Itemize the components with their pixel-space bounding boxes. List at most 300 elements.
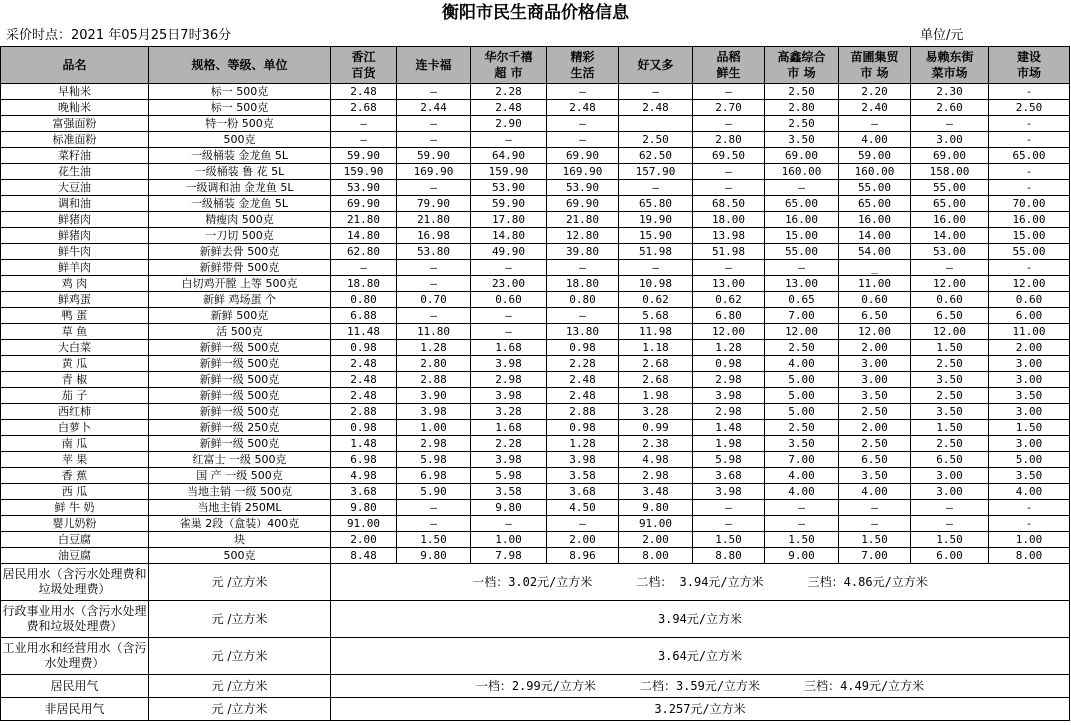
product-spec: 新鲜 500克: [149, 308, 331, 324]
price-cell: 8.48: [331, 548, 397, 564]
price-cell: 3.00: [911, 468, 989, 484]
price-cell: —: [397, 116, 471, 132]
price-cell: 8.00: [989, 548, 1070, 564]
price-cell: —: [397, 276, 471, 292]
price-cell: 12.00: [839, 324, 911, 340]
price-cell: 39.80: [547, 244, 619, 260]
price-cell: 3.00: [989, 404, 1070, 420]
product-spec: 当地主销 250ML: [149, 500, 331, 516]
price-cell: 16.00: [765, 212, 839, 228]
price-cell: 6.88: [331, 308, 397, 324]
price-cell: 69.90: [331, 196, 397, 212]
product-spec: 活 500克: [149, 324, 331, 340]
price-cell: 59.00: [839, 148, 911, 164]
product-spec: 块: [149, 532, 331, 548]
table-row: [1, 148, 1070, 164]
product-name: 花生油: [1, 164, 149, 180]
table-row: [1, 404, 1070, 420]
price-cell: 12.00: [911, 324, 989, 340]
table-row: [1, 516, 1070, 532]
price-cell: 169.90: [547, 164, 619, 180]
price-cell: 6.80: [693, 308, 765, 324]
price-cell: 1.00: [989, 532, 1070, 548]
price-cell: —: [911, 500, 989, 516]
utility-row: [1, 564, 1070, 601]
product-spec: 当地主销 一级 500克: [149, 484, 331, 500]
price-cell: 1.50: [911, 532, 989, 548]
product-spec: 雀巢 2段（盒装）400克: [149, 516, 331, 532]
price-cell: —: [693, 260, 765, 276]
price-cell: 2.80: [765, 100, 839, 116]
price-cell: 16.98: [397, 228, 471, 244]
table-row: [1, 228, 1070, 244]
price-cell: 2.44: [397, 100, 471, 116]
product-name: 调和油: [1, 196, 149, 212]
table-row: [1, 164, 1070, 180]
product-spec: 新鲜一级 500克: [149, 388, 331, 404]
price-cell: 3.58: [471, 484, 547, 500]
price-cell: 2.50: [911, 356, 989, 372]
table-row: [1, 420, 1070, 436]
unit-label: 单位/元: [920, 28, 964, 43]
price-cell: 2.98: [693, 372, 765, 388]
utility-tier: 3.64元/立方米: [657, 648, 743, 663]
price-cell: 3.98: [547, 452, 619, 468]
price-cell: 12.80: [547, 228, 619, 244]
price-cell: 7.98: [471, 548, 547, 564]
product-spec: 国 产 一级 500克: [149, 468, 331, 484]
utility-tier: 三档：4.86元/立方米: [807, 574, 928, 589]
price-cell: 2.98: [619, 468, 693, 484]
price-cell: —: [471, 260, 547, 276]
product-name: 草 鱼: [1, 324, 149, 340]
price-cell: 65.00: [839, 196, 911, 212]
price-cell: 21.80: [547, 212, 619, 228]
utility-unit: 元 /立方米: [149, 601, 331, 638]
price-cell: 1.50: [839, 532, 911, 548]
price-cell: —: [619, 260, 693, 276]
column-header-line: 市 场: [860, 66, 889, 80]
price-cell: 0.80: [547, 292, 619, 308]
column-header-line: 市 场: [787, 66, 816, 80]
price-cell: 91.00: [619, 516, 693, 532]
price-table: [0, 46, 1070, 721]
utility-values: [331, 601, 1070, 638]
price-cell: 2.00: [839, 340, 911, 356]
price-cell: 4.98: [619, 452, 693, 468]
price-cell: 11.48: [331, 324, 397, 340]
price-cell: 1.28: [397, 340, 471, 356]
price-cell: 6.98: [397, 468, 471, 484]
price-cell: 2.88: [397, 372, 471, 388]
price-cell: 3.00: [911, 484, 989, 500]
utility-tier: 二档： 3.94元/立方米: [636, 574, 764, 589]
price-cell: 70.00: [989, 196, 1070, 212]
product-name: 大白菜: [1, 340, 149, 356]
table-row: [1, 116, 1070, 132]
price-cell: 2.28: [471, 436, 547, 452]
utility-unit: 元 /立方米: [149, 675, 331, 698]
price-cell: 2.38: [619, 436, 693, 452]
price-cell: —: [547, 260, 619, 276]
column-header: [331, 47, 397, 84]
price-cell: —: [839, 500, 911, 516]
product-name: 黄 瓜: [1, 356, 149, 372]
column-header-line: 建设: [1016, 50, 1041, 64]
price-cell: 2.28: [471, 84, 547, 100]
price-cell: —: [911, 260, 989, 276]
price-cell: 2.98: [471, 372, 547, 388]
price-cell: 9.80: [397, 548, 471, 564]
price-cell: 3.50: [911, 404, 989, 420]
price-cell: 8.80: [693, 548, 765, 564]
table-row: [1, 436, 1070, 452]
price-cell: 5.00: [765, 388, 839, 404]
product-name: 南 瓜: [1, 436, 149, 452]
price-cell: 6.50: [839, 452, 911, 468]
price-cell: 2.48: [331, 388, 397, 404]
price-cell: 13.00: [765, 276, 839, 292]
table-row: [1, 548, 1070, 564]
table-row: [1, 308, 1070, 324]
column-header: [693, 47, 765, 84]
table-row: [1, 100, 1070, 116]
product-name: 晚籼米: [1, 100, 149, 116]
price-cell: 15.00: [989, 228, 1070, 244]
column-header-line: 规格、等级、单位: [191, 58, 288, 72]
price-cell: 2.48: [331, 84, 397, 100]
price-cell: 1.00: [471, 532, 547, 548]
price-cell: —: [547, 308, 619, 324]
table-row: [1, 484, 1070, 500]
utility-values: [331, 564, 1070, 601]
page-title: 衡阳市民生商品价格信息: [442, 3, 629, 23]
price-cell: 64.90: [471, 148, 547, 164]
utility-tier: 3.257元/立方米: [654, 701, 746, 716]
product-name: 西红柿: [1, 404, 149, 420]
price-cell: 0.60: [911, 292, 989, 308]
price-cell: 2.50: [619, 132, 693, 148]
price-cell: 2.90: [471, 116, 547, 132]
table-row: [1, 500, 1070, 516]
column-header-line: 市场: [1016, 66, 1041, 80]
product-spec: 500克: [149, 548, 331, 564]
column-header: [1, 47, 149, 84]
price-cell: —: [331, 116, 397, 132]
price-cell: 0.98: [331, 340, 397, 356]
price-cell: 2.70: [693, 100, 765, 116]
price-cell: 65.00: [765, 196, 839, 212]
price-cell: 55.00: [839, 180, 911, 196]
price-cell: 3.58: [547, 468, 619, 484]
utility-row: [1, 601, 1070, 638]
price-cell: —: [397, 260, 471, 276]
price-cell: 0.98: [547, 340, 619, 356]
column-header: [397, 47, 471, 84]
price-cell: 0.98: [547, 420, 619, 436]
table-row: [1, 324, 1070, 340]
price-cell: 11.80: [397, 324, 471, 340]
price-cell: 23.00: [471, 276, 547, 292]
price-cell: 7.00: [765, 308, 839, 324]
price-cell: 2.48: [547, 100, 619, 116]
product-name: 鲜猪肉: [1, 228, 149, 244]
price-cell: —: [397, 132, 471, 148]
product-spec: 一刀切 500克: [149, 228, 331, 244]
price-cell: 69.90: [547, 148, 619, 164]
price-cell: 1.50: [765, 532, 839, 548]
price-cell: 53.00: [911, 244, 989, 260]
utility-values: [331, 638, 1070, 675]
price-cell: 12.00: [693, 324, 765, 340]
price-cell: —: [693, 180, 765, 196]
column-header-line: 品稻: [716, 50, 741, 64]
price-cell: 5.68: [619, 308, 693, 324]
price-cell: 4.00: [839, 484, 911, 500]
price-cell: 3.98: [693, 484, 765, 500]
price-cell: 2.48: [331, 372, 397, 388]
product-name: 茄 子: [1, 388, 149, 404]
table-row: [1, 212, 1070, 228]
table-row: [1, 260, 1070, 276]
price-cell: 6.00: [911, 548, 989, 564]
price-cell: 160.00: [839, 164, 911, 180]
price-cell: 1.98: [693, 436, 765, 452]
price-cell: 1.48: [693, 420, 765, 436]
price-cell: 2.50: [911, 436, 989, 452]
product-spec: 一级桶装 金龙鱼 5L: [149, 148, 331, 164]
price-cell: -: [989, 260, 1070, 276]
price-cell: -: [989, 180, 1070, 196]
product-spec: 一级桶装 鲁 花 5L: [149, 164, 331, 180]
product-spec: 一级桶装 金龙鱼 5L: [149, 196, 331, 212]
price-cell: 2.00: [839, 420, 911, 436]
price-cell: 1.18: [619, 340, 693, 356]
product-spec: 标一 500克: [149, 100, 331, 116]
column-header: [989, 47, 1070, 84]
price-cell: —: [619, 180, 693, 196]
price-cell: 3.50: [839, 388, 911, 404]
price-cell: —: [693, 84, 765, 100]
price-cell: 53.90: [547, 180, 619, 196]
price-cell: 1.50: [989, 420, 1070, 436]
price-cell: 8.00: [619, 548, 693, 564]
product-spec: 精瘦肉 500克: [149, 212, 331, 228]
price-cell: 6.98: [331, 452, 397, 468]
product-name: 鲜鸡蛋: [1, 292, 149, 308]
price-cell: 9.80: [619, 500, 693, 516]
price-cell: 59.90: [331, 148, 397, 164]
price-cell: 4.00: [989, 484, 1070, 500]
price-cell: 1.50: [397, 532, 471, 548]
price-cell: 2.68: [619, 372, 693, 388]
price-cell: 3.00: [839, 372, 911, 388]
price-cell: 69.00: [911, 148, 989, 164]
price-cell: 59.90: [471, 196, 547, 212]
price-cell: 5.98: [693, 452, 765, 468]
price-cell: 0.99: [619, 420, 693, 436]
product-name: 油豆腐: [1, 548, 149, 564]
price-cell: 12.00: [765, 324, 839, 340]
price-cell: 2.50: [839, 436, 911, 452]
price-cell: 16.00: [911, 212, 989, 228]
price-cell: 3.68: [693, 468, 765, 484]
price-cell: 2.80: [397, 356, 471, 372]
price-cell: 2.98: [397, 436, 471, 452]
price-cell: 0.60: [989, 292, 1070, 308]
product-spec: 新鲜一级 500克: [149, 372, 331, 388]
table-row: [1, 276, 1070, 292]
price-cell: 0.80: [331, 292, 397, 308]
price-cell: -: [989, 132, 1070, 148]
price-cell: 3.98: [397, 404, 471, 420]
price-cell: 1.28: [547, 436, 619, 452]
price-cell: 7.00: [839, 548, 911, 564]
product-name: 鸡 肉: [1, 276, 149, 292]
price-cell: 2.80: [693, 132, 765, 148]
price-cell: 91.00: [331, 516, 397, 532]
price-cell: 2.00: [989, 340, 1070, 356]
utility-row: [1, 675, 1070, 698]
price-cell: 2.48: [471, 100, 547, 116]
price-cell: 18.80: [547, 276, 619, 292]
product-spec: 500克: [149, 132, 331, 148]
price-cell: 69.90: [547, 196, 619, 212]
price-cell: 4.50: [547, 500, 619, 516]
price-cell: 1.68: [471, 420, 547, 436]
price-cell: 6.50: [911, 308, 989, 324]
price-cell: 59.90: [397, 148, 471, 164]
price-cell: 11.00: [839, 276, 911, 292]
price-cell: _: [839, 260, 911, 276]
column-header: [149, 47, 331, 84]
price-cell: 21.80: [397, 212, 471, 228]
price-cell: 3.28: [471, 404, 547, 420]
utility-values: [331, 675, 1070, 698]
price-cell: 1.28: [693, 340, 765, 356]
price-cell: 2.00: [547, 532, 619, 548]
product-name: 白豆腐: [1, 532, 149, 548]
price-cell: 9.00: [765, 548, 839, 564]
table-row: [1, 196, 1070, 212]
price-cell: 21.80: [331, 212, 397, 228]
table-row: [1, 356, 1070, 372]
price-cell: 1.50: [911, 340, 989, 356]
price-cell: 4.00: [765, 484, 839, 500]
price-cell: 3.50: [911, 372, 989, 388]
header-row: [1, 47, 1070, 84]
product-name: 标准面粉: [1, 132, 149, 148]
price-cell: 6.00: [989, 308, 1070, 324]
price-cell: 159.90: [471, 164, 547, 180]
price-cell: 4.00: [765, 468, 839, 484]
price-cell: 65.00: [989, 148, 1070, 164]
price-cell: 6.50: [911, 452, 989, 468]
table-row: [1, 452, 1070, 468]
price-cell: 5.00: [765, 372, 839, 388]
price-cell: —: [397, 84, 471, 100]
column-header-line: 易赖东街: [925, 50, 974, 64]
price-cell: 11.98: [619, 324, 693, 340]
price-cell: 157.90: [619, 164, 693, 180]
price-cell: 3.50: [765, 132, 839, 148]
product-name: 西 瓜: [1, 484, 149, 500]
price-cell: -: [989, 164, 1070, 180]
price-cell: [619, 116, 693, 132]
price-cell: 2.00: [331, 532, 397, 548]
price-cell: -: [989, 516, 1070, 532]
price-cell: 3.98: [471, 452, 547, 468]
utility-tier: 一档：3.02元/立方米: [472, 574, 593, 589]
price-cell: 3.98: [471, 356, 547, 372]
price-cell: 68.50: [693, 196, 765, 212]
price-cell: 3.00: [989, 356, 1070, 372]
product-name: 鸭 蛋: [1, 308, 149, 324]
price-cell: 16.00: [989, 212, 1070, 228]
price-cell: —: [765, 180, 839, 196]
table-row: [1, 532, 1070, 548]
price-cell: 2.98: [693, 404, 765, 420]
price-cell: 14.80: [471, 228, 547, 244]
price-cell: 3.00: [989, 436, 1070, 452]
price-cell: 6.50: [839, 308, 911, 324]
price-cell: 55.00: [765, 244, 839, 260]
price-cell: —: [839, 516, 911, 532]
price-cell: 51.98: [619, 244, 693, 260]
price-cell: 53.90: [331, 180, 397, 196]
utility-label: 居民用气: [1, 675, 149, 698]
product-name: 青 椒: [1, 372, 149, 388]
price-cell: —: [765, 500, 839, 516]
price-cell: —: [693, 116, 765, 132]
price-cell: -: [989, 84, 1070, 100]
utility-label: 居民用水（含污水处理费和垃圾处理费）: [1, 564, 149, 601]
price-cell: —: [911, 516, 989, 532]
price-cell: 69.00: [765, 148, 839, 164]
table-row: [1, 84, 1070, 100]
price-cell: 5.90: [397, 484, 471, 500]
product-name: 婴儿奶粉: [1, 516, 149, 532]
price-cell: —: [471, 308, 547, 324]
price-cell: 2.60: [911, 100, 989, 116]
price-cell: 1.00: [397, 420, 471, 436]
price-cell: 12.00: [911, 276, 989, 292]
price-cell: 55.00: [911, 180, 989, 196]
table-row: [1, 388, 1070, 404]
price-cell: 3.00: [911, 132, 989, 148]
price-cell: —: [397, 180, 471, 196]
price-cell: —: [397, 308, 471, 324]
price-cell: 0.60: [471, 292, 547, 308]
utility-tier: 一档：2.99元/立方米: [475, 678, 596, 693]
price-cell: 0.60: [839, 292, 911, 308]
price-cell: —: [911, 116, 989, 132]
price-cell: 1.50: [693, 532, 765, 548]
column-header-line: 超 市: [494, 66, 523, 80]
price-cell: 62.80: [331, 244, 397, 260]
price-cell: 2.48: [547, 388, 619, 404]
price-cell: 3.68: [331, 484, 397, 500]
product-name: 鲜牛肉: [1, 244, 149, 260]
column-header-line: 菜市场: [931, 66, 968, 80]
column-header-line: 精彩: [570, 50, 595, 64]
price-cell: 2.48: [619, 100, 693, 116]
product-spec: 红富士 一级 500克: [149, 452, 331, 468]
price-cell: 7.00: [765, 452, 839, 468]
product-name: 早籼米: [1, 84, 149, 100]
price-cell: —: [765, 260, 839, 276]
price-cell: 17.80: [471, 212, 547, 228]
